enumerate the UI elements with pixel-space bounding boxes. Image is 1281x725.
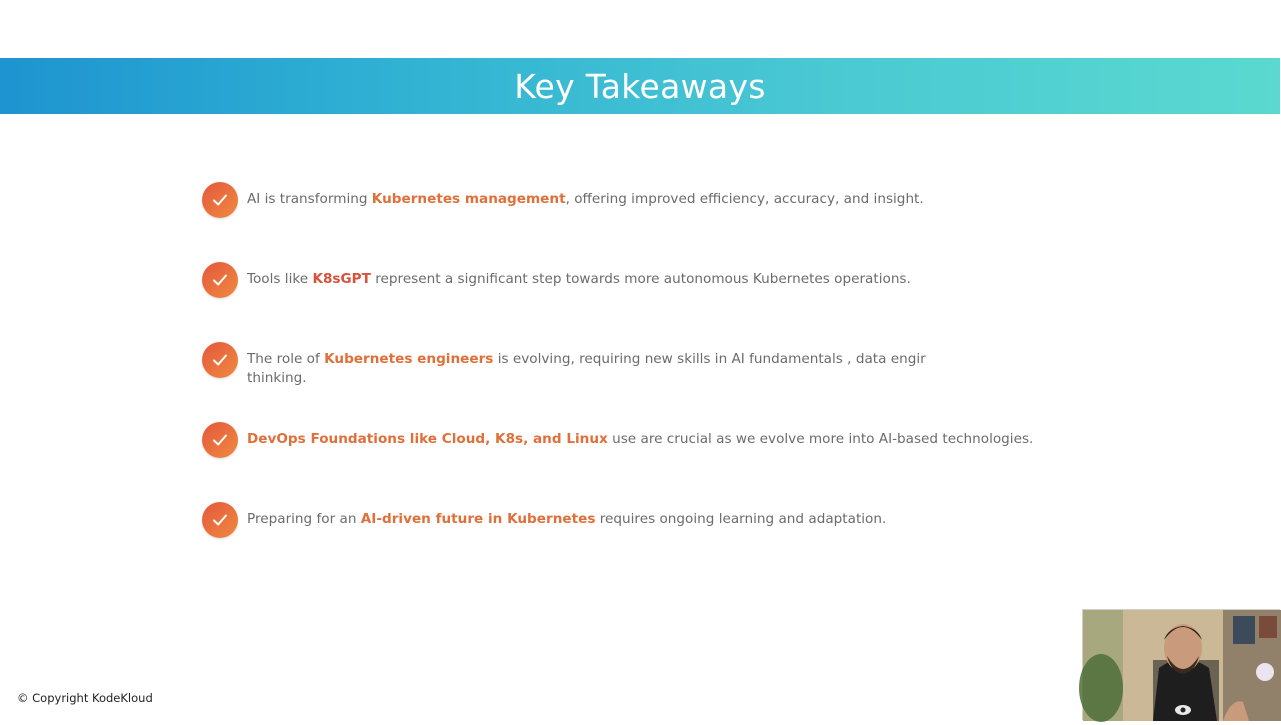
takeaway-text-post: , offering improved efficiency, accuracy, and insight. — [565, 191, 924, 207]
takeaway-highlight: Kubernetes management — [371, 191, 566, 207]
check-badge-icon — [202, 182, 238, 218]
takeaway-highlight: DevOps Foundations like Cloud, K8s, and Linux — [247, 431, 608, 447]
takeaway-text — [247, 510, 886, 529]
takeaway-item — [202, 502, 886, 538]
takeaway-text-pre: Preparing for an — [247, 511, 361, 527]
takeaway-text — [247, 270, 911, 289]
takeaway-text-pre: AI is transforming — [247, 191, 372, 207]
takeaway-text — [247, 430, 1033, 449]
takeaway-item — [202, 262, 911, 298]
copyright-text: © Copyright KodeKloud — [17, 691, 153, 705]
check-badge-icon — [202, 342, 238, 378]
takeaway-text-post: requires ongoing learning and adaptation. — [595, 511, 887, 527]
takeaway-text — [247, 350, 926, 388]
takeaway-item — [202, 342, 926, 388]
takeaway-text-pre: Tools like — [247, 271, 313, 287]
takeaway-highlight: Kubernetes engineers — [324, 351, 494, 367]
check-badge-icon — [202, 262, 238, 298]
takeaway-text-pre: The role of — [247, 351, 325, 367]
presenter-video-frame — [1083, 610, 1281, 721]
takeaway-text — [247, 190, 924, 209]
takeaway-item — [202, 182, 924, 218]
presenter-webcam — [1082, 609, 1280, 720]
slide-title: Key Takeaways — [514, 66, 766, 106]
takeaway-line-1 — [247, 350, 926, 369]
check-badge-icon — [202, 422, 238, 458]
title-bar — [0, 58, 1280, 114]
takeaway-line-2: thinking. — [247, 370, 307, 386]
takeaway-highlight: AI-driven future in Kubernetes — [360, 511, 596, 527]
takeaway-item — [202, 422, 1033, 458]
takeaway-text-post: represent a significant step towards more autonomous Kubernetes operations. — [370, 271, 911, 287]
takeaway-highlight: K8sGPT — [312, 271, 371, 287]
takeaway-text-post: is evolving, requiring new skills in AI fundamentals , data engir — [493, 351, 926, 367]
takeaway-text-post: use are crucial as we evolve more into AI-based technologies. — [607, 431, 1034, 447]
check-badge-icon — [202, 502, 238, 538]
